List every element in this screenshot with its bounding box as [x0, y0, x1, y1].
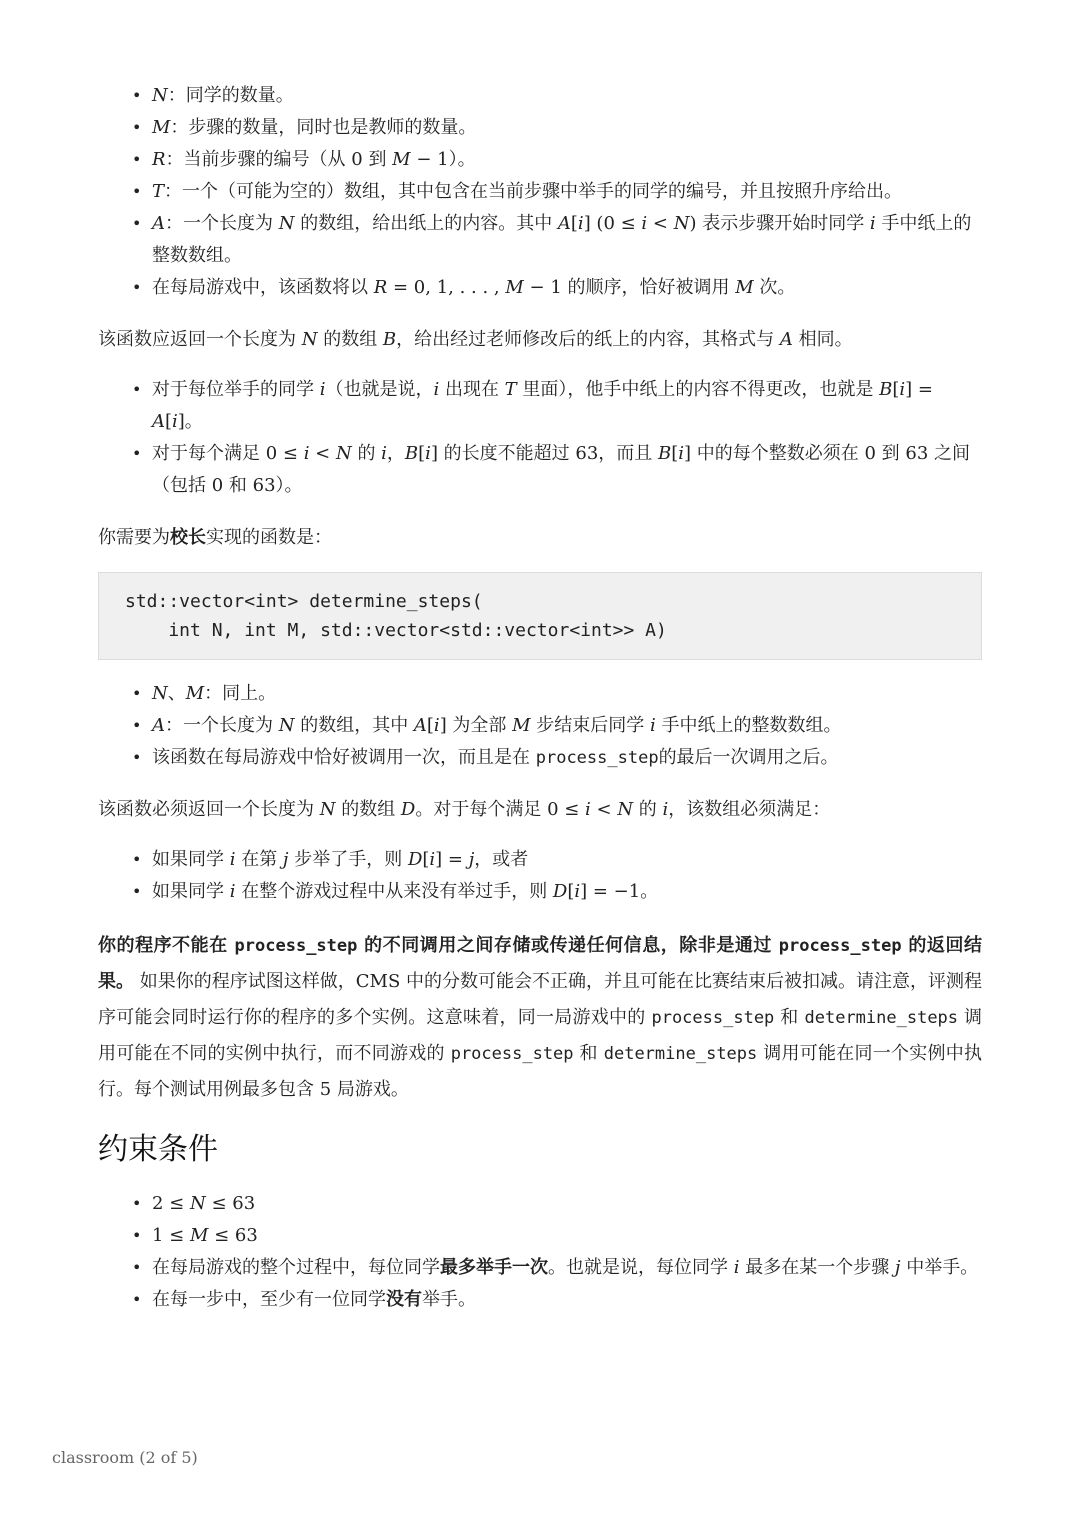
- inline-code: process_step: [651, 1008, 775, 1028]
- list-item: • 对于每个满足 0 ≤ 𝑖 < 𝑁 的 𝑖，𝐵[𝑖] 的长度不能超过 63，而且 𝐵[𝑖] 中的每个整数必须在 0 到 63 之间（包括 0 和 63）。: [132, 443, 971, 496]
- list-item: • 该函数在每局游戏中恰好被调用一次，而且是在 process_step的最后一次调用之后。: [132, 747, 839, 768]
- list-item: • 𝑇：一个（可能为空的）数组，其中包含在当前步骤中举手的同学的编号，并且按照升序给出。: [132, 181, 903, 202]
- param-r: 𝑅：当前步骤的编号（从 0 到 𝑀 − 1）。: [152, 149, 476, 170]
- principal-emphasis: 校长: [170, 527, 206, 548]
- inline-code: determine_steps: [804, 1008, 959, 1028]
- warning-paragraph: 你的程序不能在 process_step 的不同调用之间存储或传递任何信息，除非是通过 process_step 的返回结果。 如果你的程序试图这样做，CMS 中的分数可能会不正确，并且可能在比赛结束后被扣减。请注意，评测程序可能会同时运行你的程序的多个实例。这意味着，同一局游戏中的 process_step 和 determine_steps 调用可能在不同的实例中执行，而不同游戏的 process_step 和 determine_steps 调用可能在同一个实例中执行。每个测试用例最多包含 5 局游戏。: [98, 935, 983, 1100]
- list-item: • 𝐴：一个长度为 𝑁 的数组，其中 𝐴[𝑖] 为全部 𝑀 步结束后同学 𝑖 手中纸上的整数数组。: [132, 715, 842, 736]
- principal-function-intro: 你需要为校长实现的函数是：: [98, 527, 332, 548]
- list-item: • 如果同学 𝑖 在整个游戏过程中从来没有举过手，则 𝐷[𝑖] = −1。: [132, 881, 659, 902]
- list-item: • 𝐴：一个长度为 𝑁 的数组，给出纸上的内容。其中 𝐴[𝑖] (0 ≤ 𝑖 < 𝑁) 表示步骤开始时同学 𝑖 手中纸上的整数数组。: [132, 213, 972, 266]
- inline-code: determine_steps: [603, 1044, 758, 1064]
- code-line: std::vector<int> determine_steps(: [125, 591, 483, 612]
- list-item: • 在每局游戏的整个过程中，每位同学最多举手一次。也就是说，每位同学 𝑖 最多在某一个步骤 𝑗 中举手。: [132, 1257, 979, 1278]
- determine-params-list: [98, 678, 982, 774]
- param-n: 𝑁：同学的数量。: [152, 85, 294, 106]
- code-block: [98, 572, 982, 660]
- list-item: • 𝑁、𝑀：同上。: [132, 683, 277, 704]
- page-footer: classroom (2 of 5): [52, 1448, 198, 1467]
- list-item: • 2 ≤ 𝑁 ≤ 63: [132, 1193, 256, 1214]
- b-constraints-list: [98, 374, 982, 502]
- constraints-heading: 约束条件: [98, 1132, 218, 1167]
- inline-code: process_step: [535, 748, 659, 768]
- inline-code: process_step: [778, 936, 902, 956]
- parameter-list: [98, 80, 982, 304]
- param-t: 𝑇：一个（可能为空的）数组，其中包含在当前步骤中举手的同学的编号，并且按照升序给出。: [152, 181, 903, 202]
- list-item: • 对于每位举手的同学 𝑖（也就是说，𝑖 出现在 𝑇 里面），他手中纸上的内容不得更改，也就是 𝐵[𝑖] = 𝐴[𝑖]。: [132, 379, 933, 432]
- document-page: [98, 78, 982, 1316]
- code-line: int N, int M, std::vector<std::vector<int>> A): [125, 620, 667, 641]
- inline-code: process_step: [450, 1044, 574, 1064]
- list-item: • 𝑁：同学的数量。: [132, 85, 294, 106]
- param-m: 𝑀：步骤的数量，同时也是教师的数量。: [152, 117, 477, 138]
- return-b-paragraph: 该函数应返回一个长度为 𝑁 的数组 𝐵，给出经过老师修改后的纸上的内容，其格式与 𝐴 相同。: [98, 329, 853, 350]
- d-conditions-list: [98, 844, 982, 908]
- call-order-note: 在每局游戏中，该函数将以 𝑅 = 0, 1, . . . , 𝑀 − 1 的顺序，恰好被调用 𝑀 次。: [152, 277, 796, 298]
- return-d-paragraph: 该函数必须返回一个长度为 𝑁 的数组 𝐷。对于每个满足 0 ≤ 𝑖 < 𝑁 的 𝑖，该数组必须满足：: [98, 799, 831, 820]
- param-a: 𝐴：一个长度为 𝑁 的数组，给出纸上的内容。其中 𝐴[𝑖] (0 ≤ 𝑖 < 𝑁) 表示步骤开始时同学 𝑖 手中纸上的整数数组。: [152, 213, 972, 266]
- constraints-list: [98, 1188, 982, 1316]
- list-item: • 𝑅：当前步骤的编号（从 0 到 𝑀 − 1）。: [132, 149, 476, 170]
- list-item: • 在每一步中，至少有一位同学没有举手。: [132, 1289, 476, 1310]
- inline-code: process_step: [234, 936, 358, 956]
- list-item: • 𝑀：步骤的数量，同时也是教师的数量。: [132, 117, 477, 138]
- list-item: • 在每局游戏中，该函数将以 𝑅 = 0, 1, . . . , 𝑀 − 1 的顺序，恰好被调用 𝑀 次。: [132, 277, 796, 298]
- list-item: • 1 ≤ 𝑀 ≤ 63: [132, 1225, 258, 1246]
- list-item: • 如果同学 𝑖 在第 𝑗 步举了手，则 𝐷[𝑖] = 𝑗，或者: [132, 849, 529, 870]
